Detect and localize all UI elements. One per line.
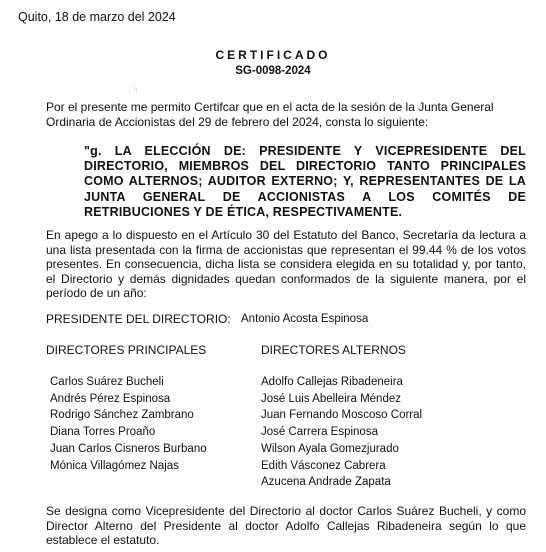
list-item: Diana Torres Proaño [50, 426, 156, 439]
list-item: Mónica Villagómez Najas [50, 459, 179, 472]
list-item: Rodrigo Sánchez Zambrano [50, 409, 194, 422]
list-item: Juan Fernando Moscoso Corral [261, 409, 423, 422]
list-item: José Carrera Espinosa [261, 426, 378, 439]
list-item: Adolfo Callejas Ribadeneira [261, 376, 403, 388]
list-item: Azucena Andrade Zapata [261, 476, 391, 489]
list-item: Carlos Suárez Bucheli [50, 376, 164, 388]
list-item: Andrés Pérez Espinosa [50, 392, 171, 405]
document-title: CERTIFICADO [215, 48, 331, 62]
quoted-agenda-item: "g. LA ELECCIÓN DE: PRESIDENTE Y VICEPRESIDENTE DEL DIRECTORIO, MIEMBROS DEL DIRECTORIO TANTO PRINCIPALES COMO ALTERNOS; AUDITOR EXTERNO; Y, REPRESENTANTES DE LA JUNTA GENERAL DE ACCIONISTAS A LOS COMITÉS DE RETRIBUCIONES Y DE ÉTICA, RESPECTIVAMENTE. [84, 144, 526, 219]
stray-mark: n [134, 87, 138, 93]
document-code: SG-0098-2024 [235, 65, 311, 77]
closing-paragraph: Se designa como Vicepresidente del Directorio al doctor Carlos Suárez Bucheli, y como Director Alterno del Presidente al doctor Adolfo Callejas Ribadeneira según lo que establece el estatuto. [46, 504, 526, 547]
principal-directors-header: DIRECTORES PRINCIPALES [46, 343, 207, 357]
alternate-directors-list [261, 374, 422, 491]
list-item: José Luis Abelleira Méndez [261, 392, 401, 405]
president-label: PRESIDENTE DEL DIRECTORIO: [46, 312, 231, 326]
president-name: Antonio Acosta Espinosa [241, 313, 369, 325]
list-item: Juan Carlos Cisneros Burbano [50, 442, 207, 455]
list-item: Edith Vásconez Cabrera [261, 459, 386, 472]
list-item: Wilson Ayala Gomezjurado [261, 442, 399, 455]
body-paragraph: En apego a lo dispuesto en el Artículo 30 del Estatuto del Banco, Secretaría da lectura a una lista presentada con la firma de accionistas que representan el 99.44 % de los votos presentes. En consecuencia, dicha lista se considera elegida en su totalidad y, por tanto, el Directorio y demás dignidades quedan conformados de la siguiente manera, por el período de un año: [46, 228, 526, 300]
principal-directors-list [50, 374, 207, 474]
document-date: Quito, 18 de marzo del 2024 [18, 10, 176, 24]
intro-paragraph: Por el presente me permito Certifcar que en el acta de la sesión de la Junta General Ordinaria de Accionistas del 29 de febrero del 2024, consta lo siguiente: [46, 100, 494, 129]
alternate-directors-header: DIRECTORES ALTERNOS [261, 343, 406, 357]
